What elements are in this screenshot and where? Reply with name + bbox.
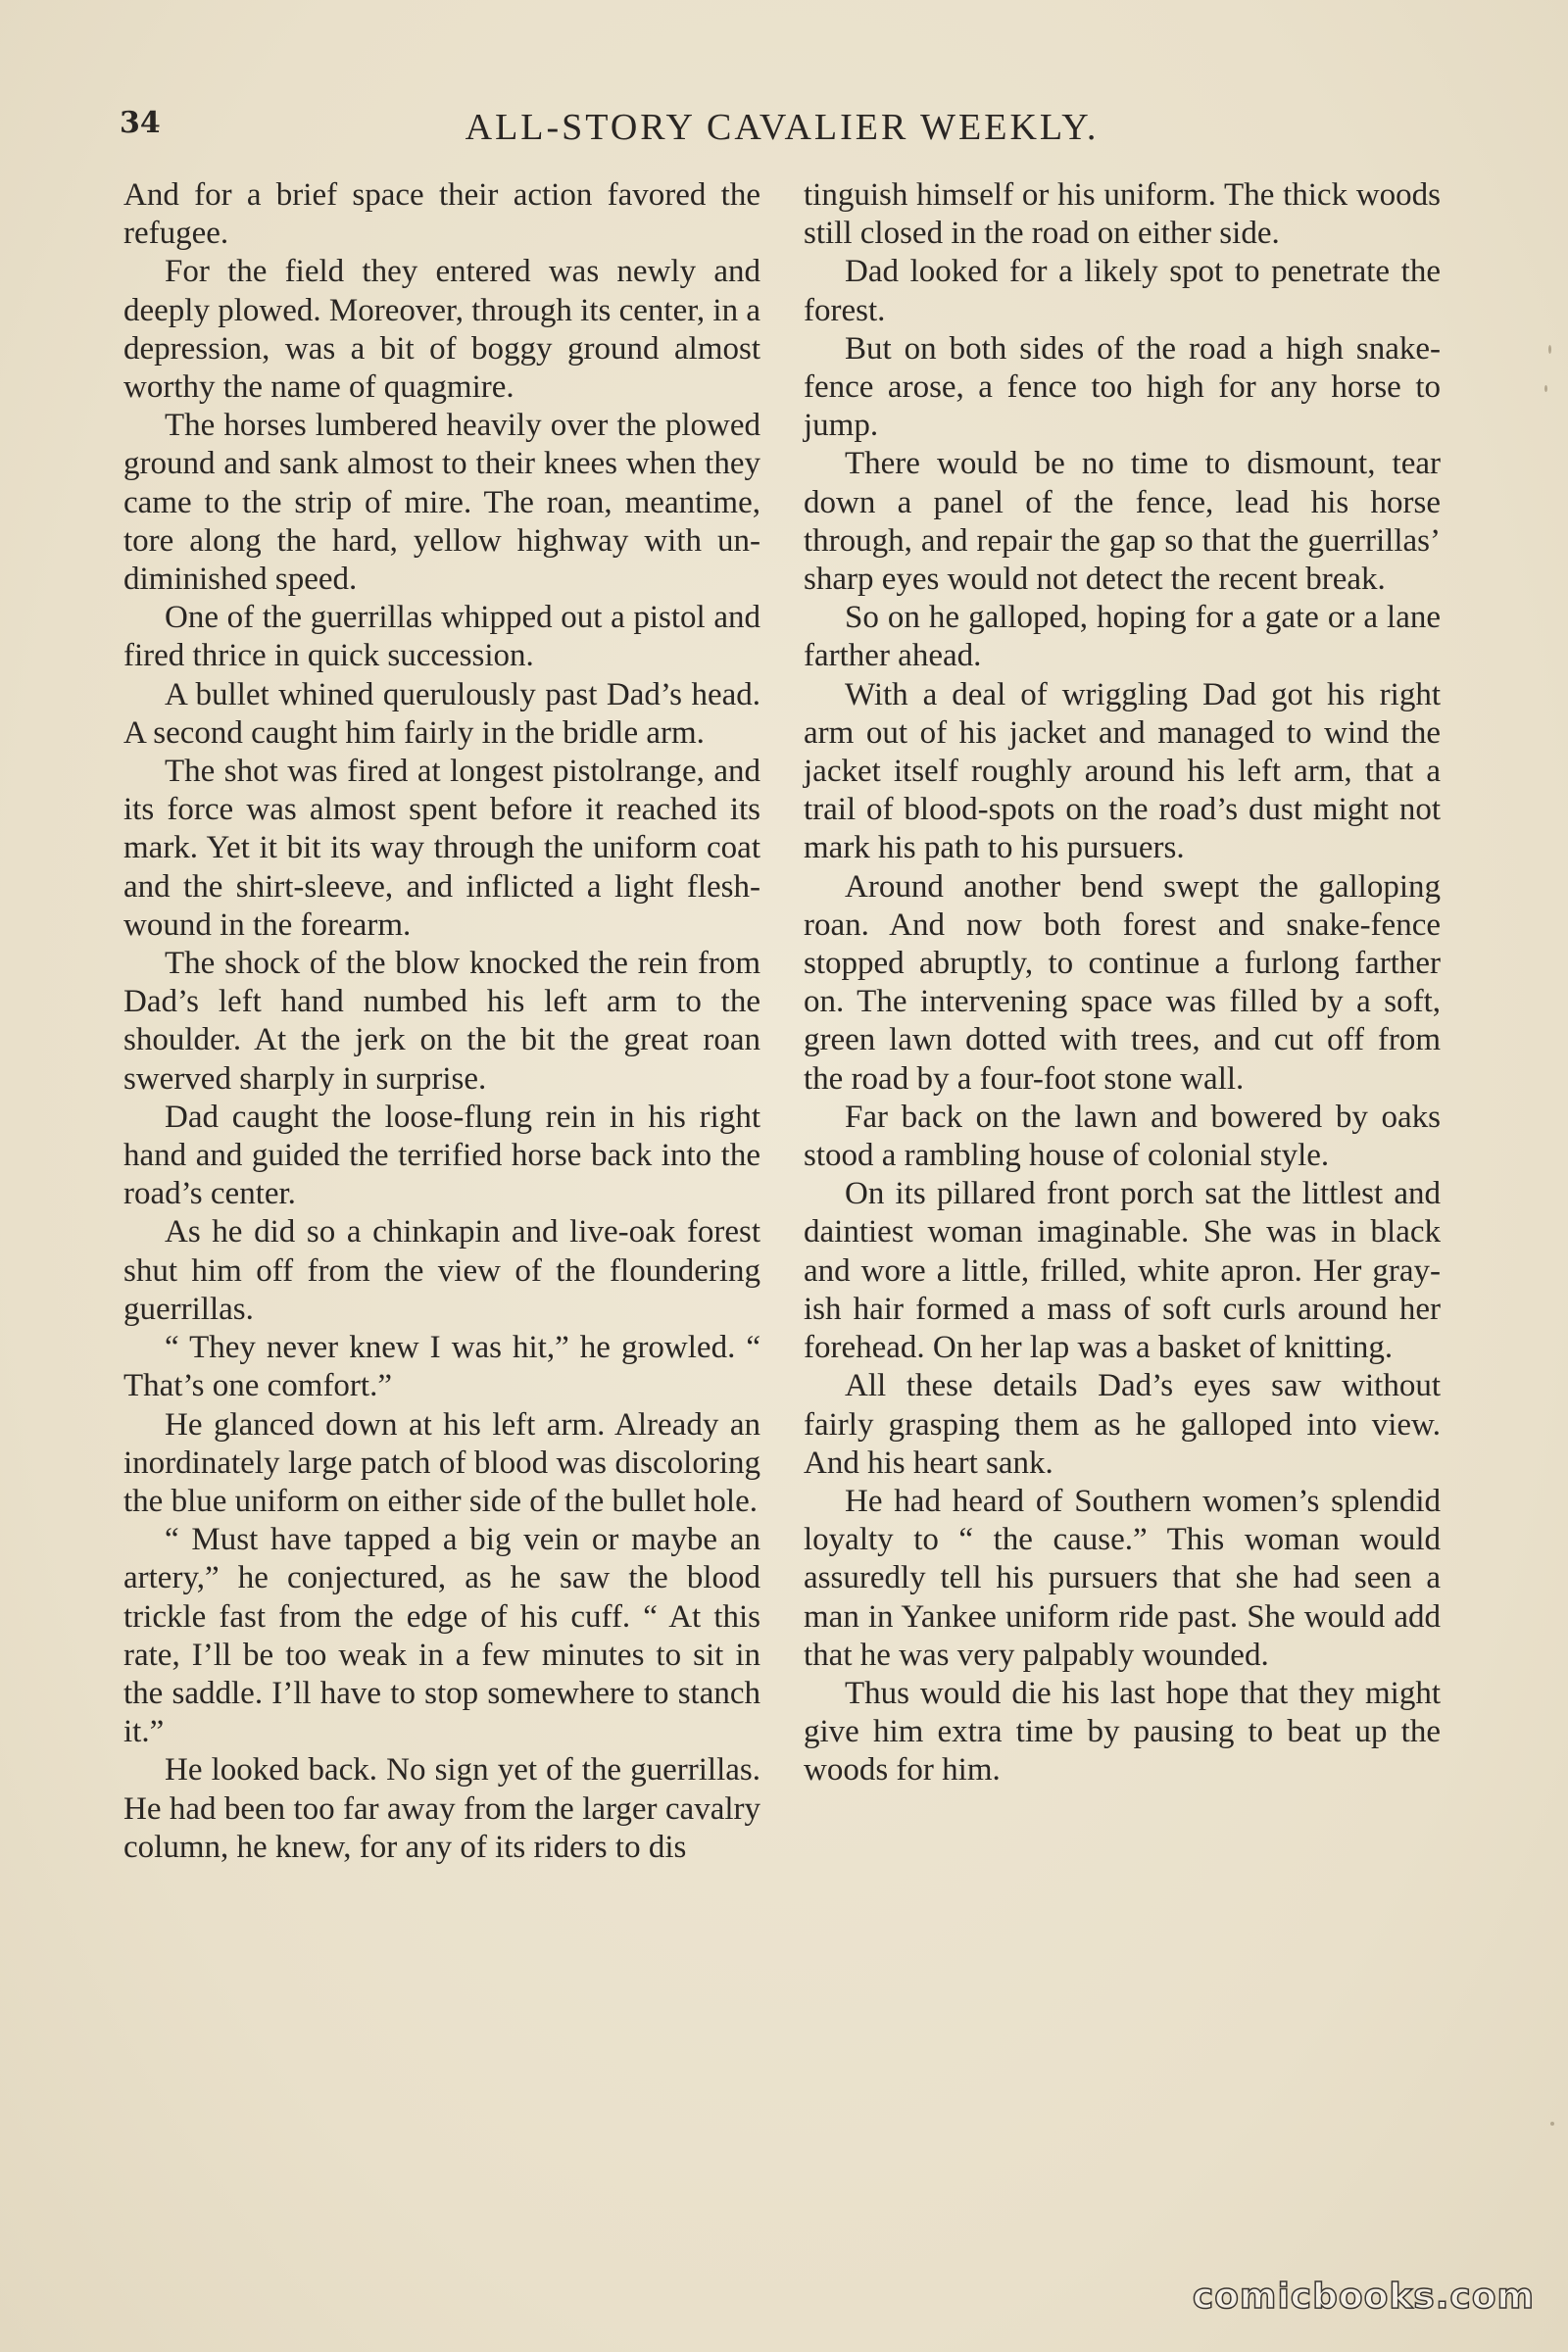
paper-speck xyxy=(1548,345,1551,354)
paragraph: With a deal of wriggling Dad got his right arm out of his jacket and managed to wind the jacket itself roughly around his left arm, that a trail of blood-spots on the road’s dust might not mark his path to his pursuers. xyxy=(804,676,1441,866)
right-column xyxy=(804,176,1441,1790)
paragraph: He had heard of Southern women’s splendid loyalty to “ the cause.” This woman would assuredly tell his pursuers that she had seen a man in Yankee uniform ride past. She would add that he was very palpably wounded. xyxy=(804,1483,1441,1673)
paragraph: He looked back. No sign yet of the guerrillas. He had been too far away from the larger cavalry column, he knew, for any of its riders to dis xyxy=(123,1752,760,1865)
paragraph: The horses lumbered heavily over the plowed ground and sank almost to their knees when they came to the strip of mire. The roan, meantime, tore along the hard, yellow highway with undiminished speed. xyxy=(123,408,760,598)
paper-speck xyxy=(1544,385,1547,392)
watermark-logo: comicbooks.com xyxy=(1192,2277,1535,2317)
paragraph: He glanced down at his left arm. Already an inordinately large patch of blood was discoloring the blue uniform on either side of the bullet hole. xyxy=(123,1406,760,1519)
page-number: 34 xyxy=(120,106,161,140)
page-header xyxy=(120,106,1445,155)
paragraph: Dad looked for a likely spot to penetrate the forest. xyxy=(804,254,1441,328)
paragraph: “ They never knew I was hit,” he growled. “ That’s one comfort.” xyxy=(123,1330,760,1404)
paragraph: And for a brief space their action favored the refugee. xyxy=(123,177,760,252)
paragraph: Thus would die his last hope that they might give him extra time by pausing to beat up the woods for him. xyxy=(804,1675,1441,1788)
paragraph: A bullet whined querulously past Dad’s head. A second caught him fairly in the bridle arm. xyxy=(123,676,760,751)
paragraph: So on he galloped, hoping for a gate or a lane farther ahead. xyxy=(804,600,1441,674)
paragraph: Far back on the lawn and bowered by oaks stood a rambling house of colonial style. xyxy=(804,1099,1441,1174)
paragraph: There would be no time to dismount, tear down a panel of the fence, lead his horse through, and repair the gap so that the guerrillas’ sharp eyes would not detect the recent break. xyxy=(804,446,1441,598)
paragraph: The shot was fired at longest pistolrange, and its force was almost spent before it reached its mark. Yet it bit its way through the uniform coat and the shirt-sleeve, and inflicted a light flesh-wound in the forearm. xyxy=(123,754,760,943)
paper-speck xyxy=(1550,2122,1554,2126)
paragraph: Dad caught the loose-flung rein in his right hand and guided the terrified horse back into the road’s center. xyxy=(123,1099,760,1212)
article-body xyxy=(123,176,1446,2225)
paragraph: The shock of the blow knocked the rein from Dad’s left hand numbed his left arm to the shoulder. At the jerk on the bit the great roan swerved sharply in surprise. xyxy=(123,946,760,1097)
paragraph: tinguish himself or his uniform. The thick woods still closed in the road on either side. xyxy=(804,177,1441,252)
paragraph: On its pillared front porch sat the littlest and daintiest woman imaginable. She was in black and wore a little, frilled, white apron. Her grayish hair formed a mass of soft curls around her forehead. On her lap was a basket of knitting. xyxy=(804,1176,1441,1366)
paragraph: Around another bend swept the galloping roan. And now both forest and snake-fence stopped abruptly, to continue a furlong farther on. The intervening space was filled by a soft, green lawn dotted with trees, and cut off from the road by a four-foot stone wall. xyxy=(804,868,1441,1097)
paragraph: But on both sides of the road a high snake-fence arose, a fence too high for any horse to jump. xyxy=(804,330,1441,444)
paragraph: As he did so a chinkapin and live-oak forest shut him off from the view of the floundering guerrillas. xyxy=(123,1214,760,1327)
paragraph: All these details Dad’s eyes saw without fairly grasping them as he galloped into view. And his heart sank. xyxy=(804,1368,1441,1481)
running-head: ALL-STORY CAVALIER WEEKLY. xyxy=(465,107,1100,148)
paragraph: One of the guerrillas whipped out a pistol and fired thrice in quick succession. xyxy=(123,600,760,674)
left-column xyxy=(123,176,760,1867)
paragraph: “ Must have tapped a big vein or maybe an artery,” he conjectured, as he saw the blood trickle fast from the edge of his cuff. “ At this rate, I’ll be too weak in a few minutes to sit in the saddle. I’ll have to stop somewhere to stanch it.” xyxy=(123,1522,760,1750)
paragraph: For the field they entered was newly and deeply plowed. Moreover, through its center, in a depression, was a bit of boggy ground almost worthy the name of quagmire. xyxy=(123,254,760,406)
